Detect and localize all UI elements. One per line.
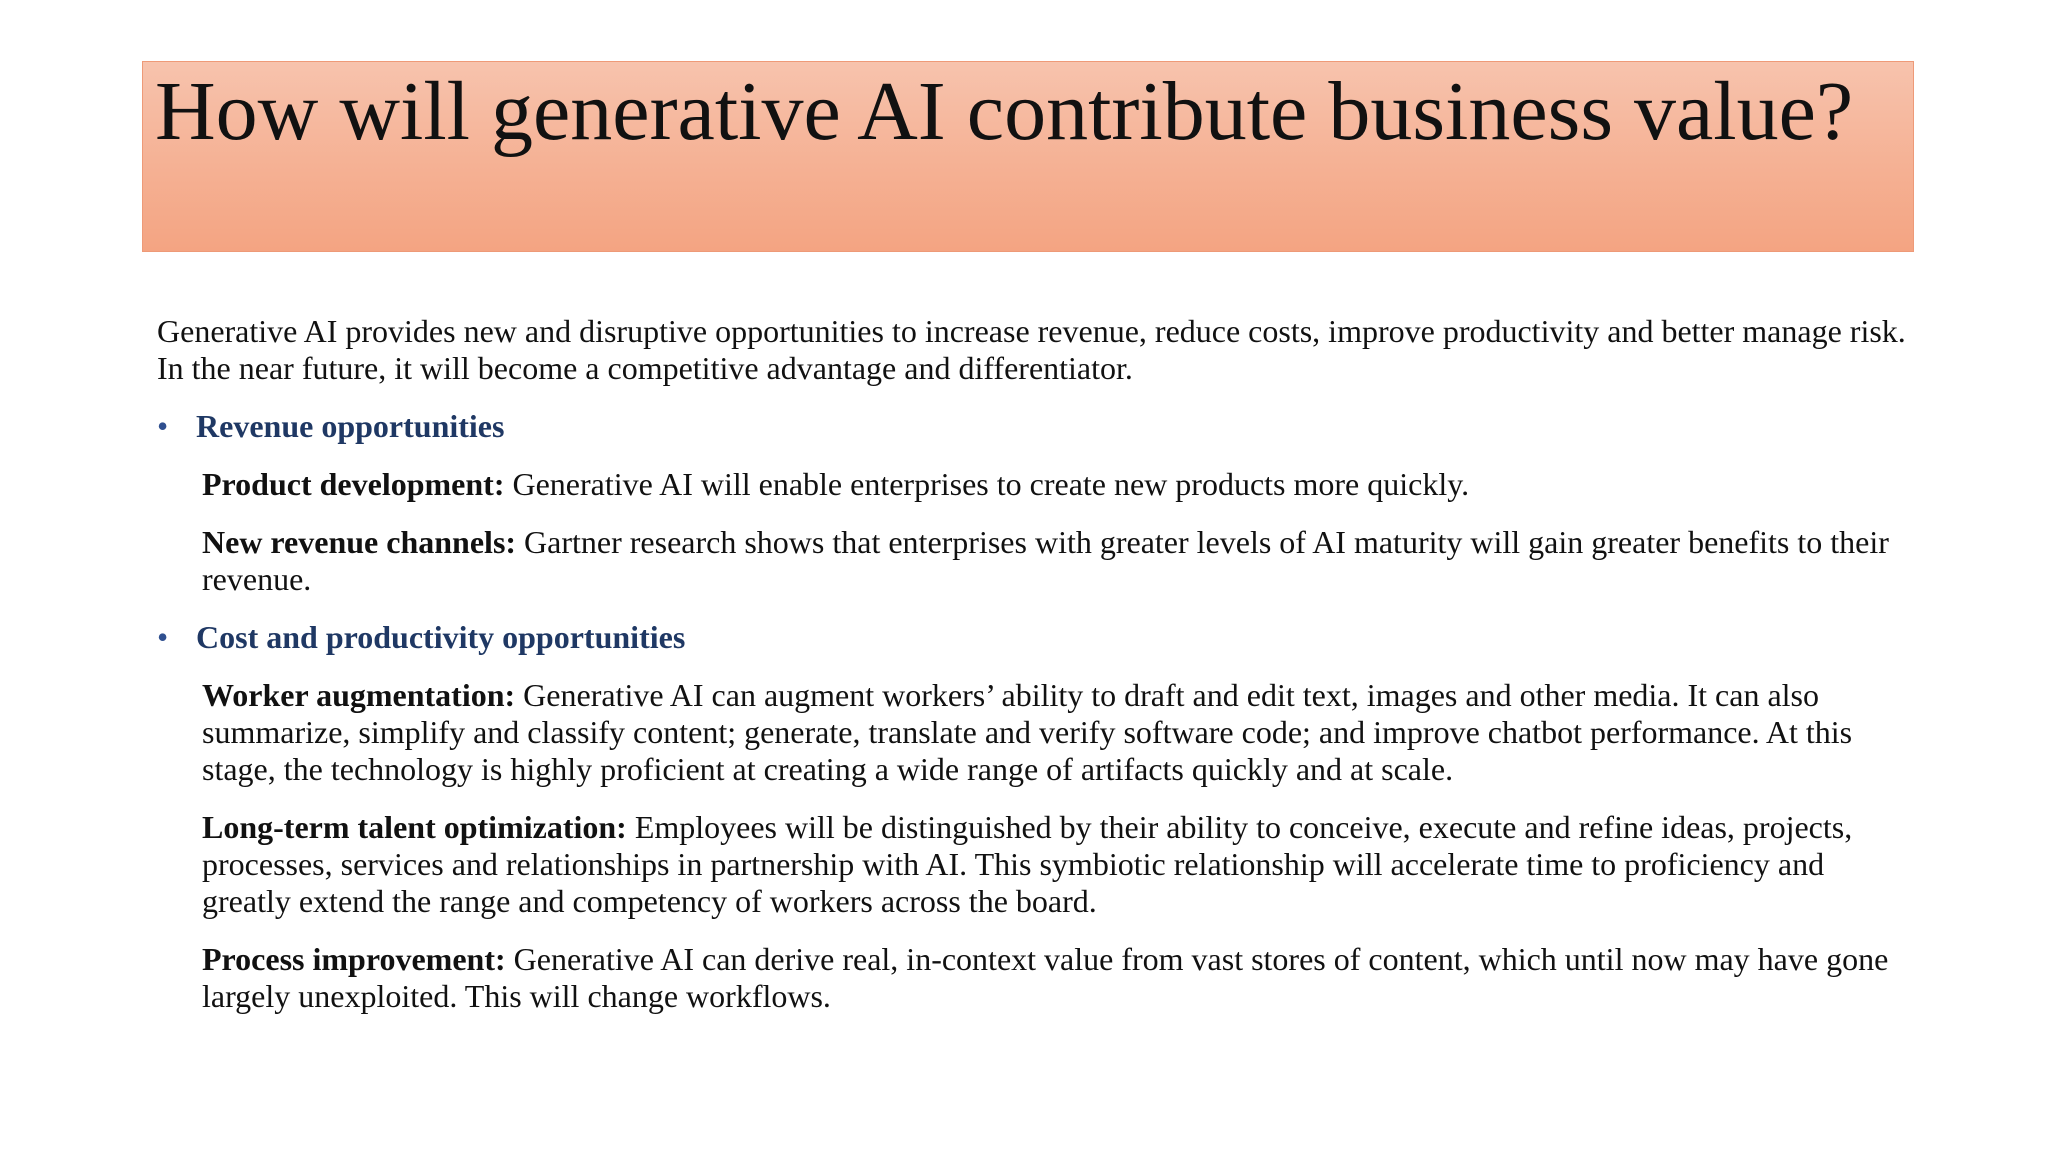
bullet-icon: • (157, 408, 169, 444)
section-heading-label: Revenue opportunities (196, 408, 505, 444)
item-label: Process improvement: (202, 941, 506, 977)
slide-body (157, 313, 1917, 1036)
item-text: Employees will be distinguished by their ability to conceive, execute and refine ideas, projects, processes, services and relationships in partnership with AI. This symbiotic relationship will accelerate time to proficiency and greatly extend the range and competency of workers across the board. (202, 809, 1853, 919)
item-label: Worker augmentation: (202, 677, 516, 713)
item-label: Product development: (202, 466, 505, 502)
section-heading-cost-productivity (157, 619, 1917, 656)
item-process-improvement (202, 941, 1917, 1015)
intro-paragraph: Generative AI provides new and disruptive opportunities to increase revenue, reduce costs, improve productivity and better manage risk. In the near future, it will become a competitive advantage and differentiator. (157, 313, 1906, 386)
bullet-icon: • (157, 619, 169, 655)
item-label: New revenue channels: (202, 524, 517, 560)
item-new-revenue-channels (202, 524, 1917, 598)
item-text: Generative AI can derive real, in-context value from vast stores of content, which until now may have gone largely unexploited. This will change workflows. (202, 941, 1889, 1014)
item-text: Gartner research shows that enterprises with greater levels of AI maturity will gain greater benefits to their revenue. (202, 524, 1889, 597)
item-worker-augmentation (202, 677, 1917, 788)
item-text: Generative AI will enable enterprises to create new products more quickly. (504, 466, 1470, 502)
slide-title: How will generative AI contribute business value? (155, 65, 1854, 158)
item-long-term-talent-optimization (202, 809, 1917, 920)
section-heading-label: Cost and productivity opportunities (196, 619, 686, 655)
item-product-development (202, 466, 1917, 503)
item-text: Generative AI can augment workers’ ability to draft and edit text, images and other media. It can also summarize, simplify and classify content; generate, translate and verify software code; and improve chatbot performance. At this stage, the technology is highly proficient at creating a wide range of artifacts quickly and at scale. (202, 677, 1853, 787)
item-label: Long-term talent optimization: (202, 809, 627, 845)
section-heading-revenue (157, 408, 1917, 445)
